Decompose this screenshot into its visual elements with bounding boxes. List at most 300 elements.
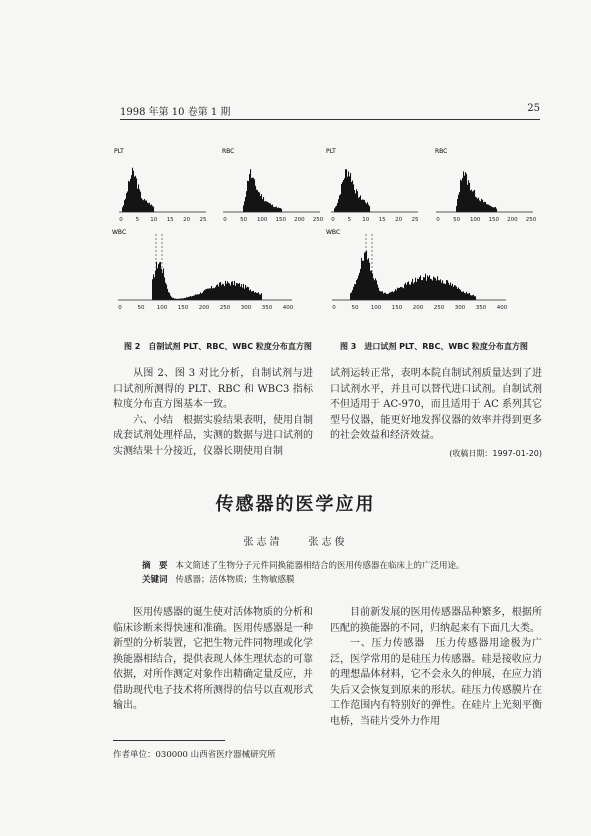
- histogram-bar: [228, 283, 229, 300]
- histogram-bar: [257, 190, 258, 212]
- axis-tick-label: 400: [496, 305, 508, 311]
- histogram-bar: [254, 179, 255, 212]
- histogram-bar: [416, 282, 417, 300]
- histogram-bar: [142, 199, 143, 212]
- fig3-caption: 图 3 进口试剂 PLT、RBC、WBC 粒度分布直方图: [340, 342, 528, 351]
- histogram-bar: [470, 295, 471, 300]
- histogram-bar: [420, 276, 421, 300]
- fig3-wbc-svg: [326, 226, 516, 316]
- histogram-bar: [221, 285, 222, 300]
- histogram-bar: [471, 295, 472, 300]
- histogram-bar: [270, 204, 271, 212]
- histogram-bar: [458, 195, 459, 212]
- histogram-bar: [240, 287, 241, 300]
- histogram-bar: [244, 289, 245, 300]
- histogram-bar: [363, 200, 364, 212]
- histogram-bar: [361, 200, 362, 212]
- histogram-bar: [394, 291, 395, 300]
- histogram-bar: [407, 282, 408, 300]
- histogram-bar: [146, 201, 147, 212]
- histogram-bar: [364, 200, 365, 212]
- histogram-bar: [233, 285, 234, 300]
- histogram-bar: [206, 289, 207, 300]
- histogram-bar: [153, 274, 154, 300]
- histogram-bar: [339, 195, 340, 212]
- histogram-bar: [152, 279, 153, 300]
- body-paragraph: 从图 2、图 3 对比分析，自制试剂与进口试剂所测得的 PLT、RBC 和 WBC3 指标粒度分布直方图基本一致。: [113, 368, 313, 410]
- histogram-bar: [154, 277, 155, 300]
- histogram-bar: [401, 287, 402, 300]
- histogram-bar: [484, 202, 485, 212]
- fig3-plt-label: PLT: [326, 148, 336, 155]
- histogram-bar: [149, 203, 150, 212]
- histogram-bar: [474, 190, 475, 212]
- fig3-wbc-histogram: [326, 226, 516, 316]
- histogram-bar: [487, 204, 488, 212]
- axis-tick-label: 100: [256, 217, 268, 223]
- histogram-bar: [165, 283, 166, 300]
- received-date: (收稿日期：1997-01-20): [449, 449, 542, 458]
- histogram-bar: [266, 201, 267, 212]
- histogram-bar: [234, 281, 235, 300]
- histogram-bar: [144, 199, 145, 212]
- histogram-bar: [376, 280, 377, 300]
- histogram-bar: [278, 207, 279, 212]
- histogram-bar: [279, 208, 280, 212]
- histogram-bar: [448, 283, 449, 300]
- histogram-bar: [169, 293, 170, 300]
- histogram-bar: [276, 207, 277, 212]
- histogram-bar: [186, 297, 187, 300]
- histogram-bar: [383, 293, 384, 300]
- axis-tick-label: 200: [412, 305, 424, 311]
- histogram-bar: [263, 197, 264, 212]
- article-paragraph: 一、压力传感器 压力传感器用途极为广泛，医学常用的是硅压力传感器。硅是接收应力的理想晶体材料，它不会永久的伸展，在应力消失后又会恢复到原来的形状。硅压力传感膜片在工作范围内有特别好的弹性。在硅片上光刻平衡电桥，当硅片受外力作用: [330, 638, 542, 727]
- histogram-bar: [243, 205, 244, 212]
- keywords-label: 关键词: [142, 575, 168, 585]
- histogram-bar: [251, 178, 252, 212]
- histogram-bar: [424, 277, 425, 300]
- histogram-bar: [131, 175, 132, 212]
- body-paragraph: 六、小结 根据实验结果表明，使用自制成套试剂处理样品，实测的数据与进口试剂的实测结果十分接近，仪器长期使用自制: [113, 414, 313, 457]
- histogram-bar: [397, 288, 398, 300]
- histogram-bar: [280, 208, 281, 212]
- fig2-wbc-svg: [112, 226, 302, 316]
- histogram-bar: [404, 284, 405, 300]
- histogram-bar: [200, 292, 201, 300]
- fig2-rbc-label: RBC: [222, 148, 235, 155]
- histogram-bar: [275, 207, 276, 212]
- abstract-line: [142, 559, 532, 573]
- histogram-bar: [202, 293, 203, 300]
- histogram-bar: [390, 292, 391, 300]
- histogram-bar: [338, 199, 339, 212]
- histogram-bar: [135, 176, 136, 212]
- histogram-bar: [235, 286, 236, 300]
- histogram-bar: [197, 294, 198, 300]
- histogram-bar: [209, 288, 210, 300]
- histogram-bar: [352, 290, 353, 300]
- histogram-bar: [255, 292, 256, 300]
- histogram-bar: [372, 273, 373, 300]
- histogram-bar: [485, 202, 486, 212]
- axis-tick-label: 50: [351, 305, 359, 311]
- article-authors: 张志清 张志俊: [243, 537, 348, 548]
- histogram-bar: [360, 195, 361, 212]
- header-rule: [120, 119, 540, 120]
- histogram-bar: [429, 275, 430, 300]
- article-title: 传感器的医学应用: [215, 494, 376, 515]
- histogram-bar: [423, 277, 424, 300]
- histogram-bar: [494, 207, 495, 212]
- axis-tick-label: 250: [433, 305, 445, 311]
- histogram-bar: [454, 285, 455, 300]
- histogram-bar: [150, 205, 151, 212]
- histogram-bar: [342, 182, 343, 212]
- histogram-bar: [250, 169, 251, 212]
- histogram-bar: [196, 295, 197, 300]
- histogram-bar: [437, 276, 438, 300]
- histogram-bar: [457, 199, 458, 212]
- fig2-wbc-bars: [152, 262, 262, 300]
- histogram-bar: [258, 292, 259, 300]
- histogram-bar: [281, 209, 282, 212]
- histogram-bar: [267, 202, 268, 212]
- histogram-bar: [216, 285, 217, 300]
- histogram-bar: [379, 291, 380, 300]
- histogram-bar: [444, 283, 445, 300]
- histogram-bar: [373, 278, 374, 300]
- body-paragraph: 试剂运转正常，表明本院自制试剂质量达到了进口试剂水平，并且可以替代进口试剂。自制试剂不但适用于 AC-970，而且适用于 AC 系列其它型号仪器，能更好地发挥仪器的效率并得到更多的社会效益和经济效益。: [330, 368, 542, 441]
- histogram-bar: [223, 284, 224, 300]
- histogram-bar: [192, 296, 193, 300]
- histogram-bar: [244, 201, 245, 212]
- fig2-wbc-histogram: [112, 226, 302, 316]
- axis-tick-label: 200: [507, 217, 518, 223]
- histogram-bar: [353, 287, 354, 300]
- histogram-bar: [157, 268, 158, 300]
- histogram-bar: [160, 262, 161, 300]
- histogram-bar: [467, 185, 468, 212]
- histogram-bar: [460, 290, 461, 300]
- histogram-bar: [132, 168, 133, 212]
- histogram-bar: [229, 284, 230, 300]
- histogram-bar: [247, 287, 248, 300]
- histogram-bar: [365, 252, 366, 300]
- histogram-bar: [166, 285, 167, 300]
- histogram-bar: [158, 264, 159, 300]
- histogram-bar: [125, 199, 126, 212]
- histogram-bar: [271, 205, 272, 212]
- histogram-bar: [417, 279, 418, 300]
- histogram-bar: [358, 198, 359, 212]
- histogram-bar: [236, 283, 237, 300]
- histogram-bar: [461, 181, 462, 212]
- histogram-bar: [241, 284, 242, 300]
- histogram-bar: [483, 202, 484, 212]
- axis-tick-label: 350: [261, 305, 273, 311]
- journal-issue: 1998 年第 10 卷第 1 期: [120, 107, 231, 118]
- histogram-bar: [387, 294, 388, 300]
- histogram-bar: [155, 271, 156, 300]
- histogram-bar: [459, 289, 460, 300]
- histogram-bar: [139, 189, 140, 212]
- axis-tick-label: 100: [156, 305, 168, 311]
- histogram-bar: [408, 281, 409, 300]
- axis-tick-label: 0: [331, 217, 335, 223]
- histogram-bar: [370, 271, 371, 300]
- histogram-bar: [389, 293, 390, 300]
- fig3-wbc-label: WBC: [326, 229, 341, 236]
- histogram-bar: [435, 278, 436, 300]
- histogram-bar: [122, 207, 123, 212]
- histogram-bar: [268, 203, 269, 212]
- axis-tick-label: 200: [294, 217, 305, 223]
- histogram-bar: [226, 284, 227, 300]
- histogram-bar: [143, 200, 144, 212]
- histogram-bar: [344, 178, 345, 212]
- histogram-bar: [495, 207, 496, 212]
- histogram-bar: [356, 189, 357, 212]
- histogram-bar: [189, 297, 190, 300]
- histogram-bar: [369, 263, 370, 300]
- histogram-bar: [190, 296, 191, 300]
- histogram-bar: [215, 287, 216, 300]
- histogram-bar: [428, 277, 429, 300]
- histogram-bar: [400, 287, 401, 300]
- histogram-bar: [385, 293, 386, 300]
- axis-tick-label: 50: [137, 305, 145, 311]
- axis-tick-label: 300: [240, 305, 252, 311]
- histogram-bar: [252, 178, 253, 212]
- histogram-bar: [433, 277, 434, 300]
- histogram-bar: [438, 280, 439, 300]
- histogram-bar: [449, 285, 450, 300]
- axis-tick-label: 250: [219, 305, 231, 311]
- histogram-bar: [440, 279, 441, 300]
- histogram-bar: [436, 281, 437, 300]
- histogram-bar: [459, 192, 460, 212]
- histogram-bar: [418, 279, 419, 300]
- fig3-wbc-bars: [350, 251, 476, 300]
- histogram-bar: [432, 281, 433, 300]
- keywords-line: [142, 573, 532, 587]
- histogram-bar: [212, 288, 213, 300]
- histogram-bar: [382, 291, 383, 300]
- histogram-bar: [253, 178, 254, 212]
- histogram-bar: [246, 288, 247, 300]
- histogram-bar: [456, 287, 457, 300]
- histogram-bar: [341, 184, 342, 212]
- histogram-bar: [460, 180, 461, 212]
- axis-tick-label: 15: [378, 217, 386, 223]
- histogram-bar: [411, 282, 412, 300]
- axis-tick-label: 0: [223, 217, 227, 223]
- histogram-bar: [255, 186, 256, 212]
- histogram-bar: [468, 180, 469, 212]
- histogram-bar: [261, 293, 262, 300]
- histogram-bar: [354, 284, 355, 300]
- fig3-plt-svg: [326, 145, 426, 227]
- axis-tick-label: 400: [282, 305, 294, 311]
- histogram-bar: [358, 275, 359, 300]
- histogram-bar: [450, 283, 451, 300]
- histogram-bar: [439, 280, 440, 300]
- axis-tick-label: 0: [118, 305, 122, 311]
- histogram-bar: [412, 279, 413, 300]
- histogram-bar: [441, 283, 442, 300]
- histogram-bar: [386, 294, 387, 300]
- histogram-bar: [237, 283, 238, 300]
- histogram-bar: [348, 171, 349, 212]
- histogram-bar: [261, 194, 262, 212]
- histogram-bar: [473, 295, 474, 300]
- histogram-bar: [366, 204, 367, 212]
- fig2-plt-svg: [114, 145, 214, 227]
- axis-tick-label: 200: [198, 305, 210, 311]
- histogram-bar: [258, 192, 259, 212]
- axis-tick-label: 0: [119, 217, 123, 223]
- histogram-bar: [162, 273, 163, 300]
- body-left-column: [113, 366, 313, 459]
- histogram-bar: [398, 288, 399, 300]
- axis-tick-label: 5: [347, 217, 352, 223]
- histogram-bar: [478, 198, 479, 212]
- axis-tick-label: 0: [332, 305, 336, 311]
- histogram-bar: [345, 169, 346, 212]
- histogram-bar: [486, 204, 487, 212]
- histogram-bar: [260, 295, 261, 300]
- histogram-bar: [425, 274, 426, 300]
- histogram-bar: [245, 285, 246, 300]
- histogram-bar: [357, 279, 358, 300]
- histogram-bar: [350, 173, 351, 212]
- histogram-bar: [123, 205, 124, 212]
- axis-tick-label: 50: [453, 217, 461, 223]
- histogram-bar: [351, 292, 352, 300]
- histogram-bar: [492, 207, 493, 212]
- histogram-bar: [414, 282, 415, 300]
- histogram-bar: [264, 201, 265, 212]
- histogram-bar: [381, 291, 382, 300]
- histogram-bar: [128, 181, 129, 212]
- axis-tick-label: 25: [411, 217, 419, 223]
- histogram-bar: [421, 280, 422, 300]
- histogram-bar: [490, 206, 491, 212]
- histogram-bar: [167, 289, 168, 300]
- abstract-label: 摘 要: [142, 561, 168, 571]
- histogram-bar: [367, 260, 368, 300]
- histogram-bar: [191, 296, 192, 300]
- histogram-bar: [464, 176, 465, 212]
- axis-tick-label: 100: [469, 217, 481, 223]
- histogram-bar: [473, 191, 474, 212]
- body-right-column: [330, 366, 542, 444]
- axis-tick-label: 15: [166, 217, 174, 223]
- histogram-bar: [452, 284, 453, 300]
- histogram-bar: [136, 178, 137, 212]
- histogram-bar: [410, 285, 411, 300]
- histogram-bar: [195, 294, 196, 300]
- histogram-bar: [360, 269, 361, 300]
- histogram-bar: [457, 289, 458, 300]
- axis-tick-label: 150: [488, 217, 500, 223]
- histogram-bar: [463, 291, 464, 300]
- histogram-bar: [224, 286, 225, 300]
- histogram-bar: [203, 291, 204, 300]
- histogram-bar: [334, 208, 335, 212]
- histogram-bar: [482, 200, 483, 212]
- fig2-rbc-histogram: [220, 145, 324, 227]
- histogram-bar: [461, 292, 462, 300]
- histogram-bar: [349, 176, 350, 212]
- histogram-bar: [153, 207, 154, 212]
- fig2-wbc-ticks: [118, 305, 293, 311]
- histogram-bar: [380, 291, 381, 300]
- histogram-bar: [419, 277, 420, 300]
- histogram-bar: [427, 275, 428, 300]
- histogram-bar: [145, 201, 146, 212]
- histogram-bar: [375, 278, 376, 300]
- histogram-bar: [472, 295, 473, 300]
- histogram-bar: [248, 287, 249, 300]
- histogram-bar: [403, 288, 404, 300]
- histogram-bar: [362, 200, 363, 212]
- histogram-bar: [140, 192, 141, 212]
- histogram-bar: [434, 278, 435, 300]
- article-paragraph: 医用传感器的诞生使对活体物质的分析和临床诊断来得快速和准确。医用传感器是一种新型的分析装置，它把生物元件同物理或化学换能器相结合，提供表现人体生理状态的可靠依据，对所作测定对象作出精确定量反应，并借助现代电子技术将所测得的信号以直观形式输出。: [113, 607, 313, 711]
- histogram-bar: [217, 284, 218, 300]
- histogram-bar: [415, 278, 416, 300]
- histogram-bar: [443, 284, 444, 300]
- histogram-bar: [242, 288, 243, 300]
- histogram-bar: [470, 190, 471, 212]
- histogram-bar: [465, 172, 466, 212]
- histogram-bar: [364, 253, 365, 300]
- axis-tick-label: 0: [436, 217, 440, 223]
- histogram-bar: [161, 269, 162, 300]
- histogram-bar: [366, 251, 367, 300]
- histogram-bar: [464, 293, 465, 300]
- fig2-plt-histogram: [114, 145, 214, 227]
- fig3-rbc-label: RBC: [435, 148, 448, 155]
- histogram-bar: [199, 294, 200, 300]
- histogram-bar: [431, 279, 432, 300]
- histogram-bar: [395, 289, 396, 300]
- fig2-rbc-ticks: [223, 217, 323, 223]
- histogram-bar: [393, 292, 394, 300]
- histogram-bar: [493, 208, 494, 212]
- histogram-bar: [247, 181, 248, 212]
- histogram-bar: [475, 197, 476, 212]
- histogram-bar: [422, 280, 423, 300]
- fig2-plt-label: PLT: [114, 148, 124, 155]
- fig2-plt-ticks: [119, 217, 207, 223]
- histogram-bar: [469, 183, 470, 212]
- histogram-bar: [227, 281, 228, 300]
- histogram-bar: [232, 281, 233, 300]
- histogram-bar: [134, 177, 135, 212]
- histogram-bar: [163, 268, 164, 300]
- histogram-bar: [445, 284, 446, 300]
- histogram-bar: [458, 288, 459, 300]
- histogram-bar: [126, 193, 127, 212]
- histogram-bar: [354, 190, 355, 212]
- histogram-bar: [245, 197, 246, 212]
- histogram-bar: [351, 182, 352, 212]
- histogram-bar: [239, 283, 240, 300]
- histogram-bar: [479, 200, 480, 212]
